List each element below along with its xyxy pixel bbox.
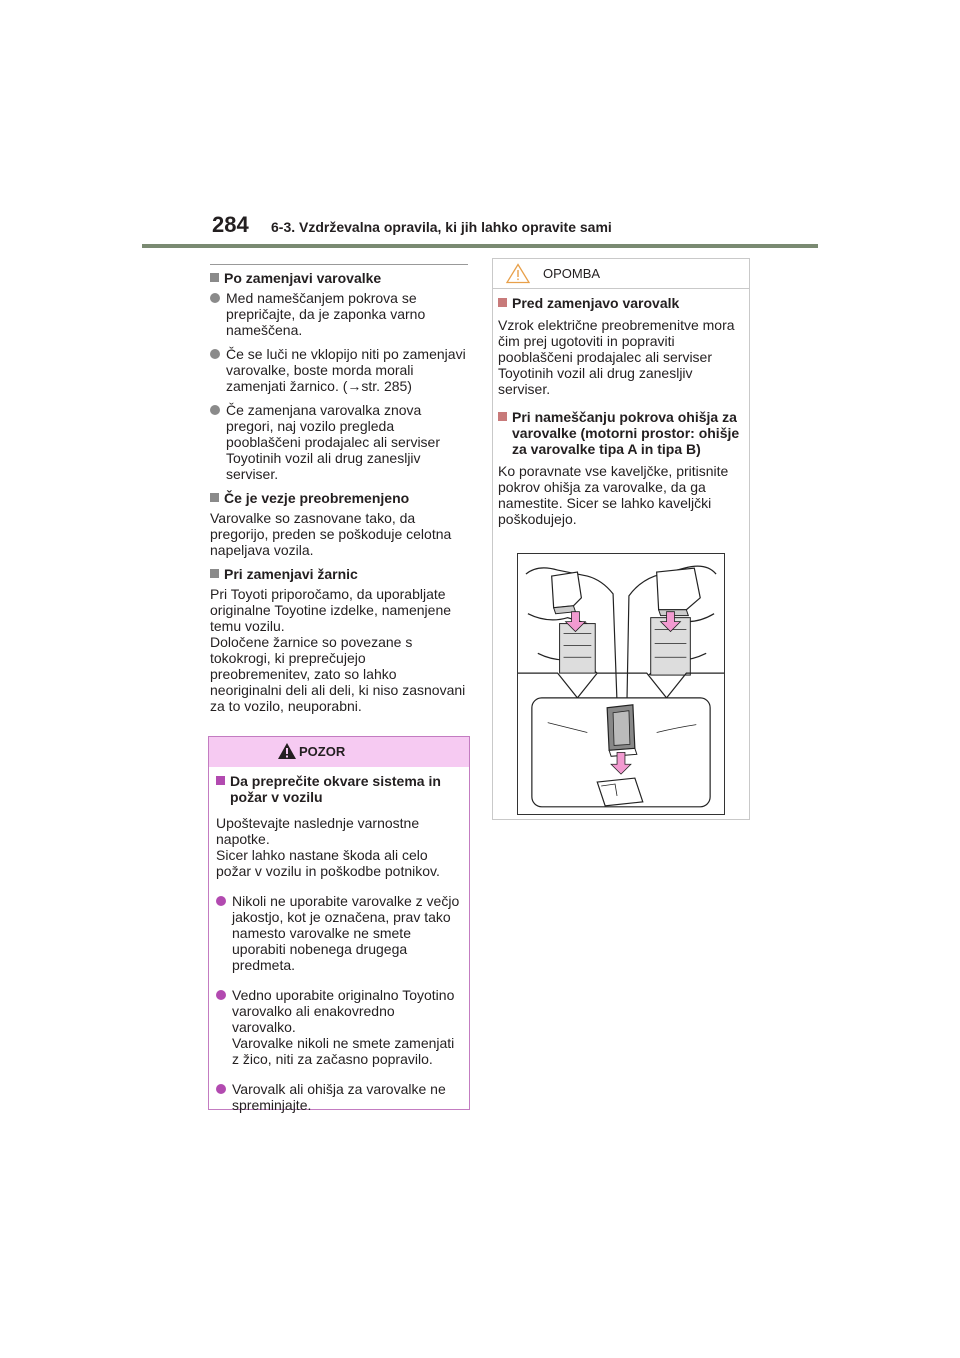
paragraph: Ko poravnate vse kaveljčke, pritisnite pokrov ohišja za varovalke, da ga namestite. Sicer se lahko kaveljčki poškodujejo. [498, 463, 729, 527]
notice-section-title: Pred zamenjavo varovalk [498, 295, 744, 311]
paragraph: Varovalke so zasnovane tako, da pregorijo, preden se poškoduje celotna napeljava vozila. [210, 510, 452, 558]
list-item-text: Varovalke nikoli ne smete zamenjati z žico, niti za začasno popravilo. [232, 1035, 455, 1067]
divider [210, 264, 468, 265]
section-title-bulbs: Pri zamenjavi žarnic [210, 566, 468, 582]
notice-header [493, 259, 749, 289]
warning-triangle-icon [277, 742, 297, 760]
list-item: Med nameščanjem pokrova se prepričajte, da je zaponka varno nameščena. [210, 290, 468, 338]
paragraph: Določene žarnice so povezane s tokokrogi, ki preprečujejo preobremenitev, zato so lahko neoriginalni deli ali deli, ki niso zasnovani za to vozilo, neuporabni. [210, 634, 466, 714]
fuse-box-cover-illustration [517, 553, 725, 815]
paragraph: Pri Toyoti priporočamo, da uporabljate originalne Toyotine izdelke, namenjene temu vozilu. [210, 586, 452, 634]
caution-title: Da preprečite okvare sistema in požar v vozilu [216, 773, 462, 805]
section-title-after-replacement: Po zamenjavi varovalke [210, 270, 468, 286]
header-rule [142, 244, 818, 248]
list-item: Če se luči ne vklopijo niti po zamenjavi varovalke, boste morda morali zamenjati žarnico. (→str. 285) [210, 346, 468, 394]
list-item-text: Vedno uporabite originalno Toyotino varovalko ali enakovredno varovalko. [232, 987, 455, 1035]
page-number: 284 [212, 212, 249, 237]
list-item [216, 987, 462, 1067]
list-item: Nikoli ne uporabite varovalke z večjo jakostjo, kot je označena, prav tako namesto varovalke ne smete uporabiti nobenega drugega predmeta. [216, 893, 462, 973]
list-item: Če zamenjana varovalka znova pregori, naj vozilo pregleda pooblaščeni prodajalec ali serviser Toyotinih vozil ali drug zanesljiv serviser. [210, 402, 468, 482]
paragraph: Sicer lahko nastane škoda ali celo požar v vozilu in poškodbe potnikov. [216, 847, 440, 879]
notice-label: OPOMBA [543, 266, 601, 281]
caution-header [209, 737, 469, 767]
notice-section-title: Pri nameščanju pokrova ohišja za varovalke (motorni prostor: ohišje za varovalke tipa A in tipa B) [498, 409, 744, 457]
caution-box [208, 736, 470, 1113]
paragraph: Upoštevajte naslednje varnostne napotke. [216, 815, 420, 847]
paragraph: Vzrok električne preobremenitve mora čim prej ugotoviti in popraviti pooblaščeni prodajalec ali serviser Toyotinih vozil ali drug zanesljiv serviser. [498, 317, 735, 397]
section-title-overload: Če je vezje preobremenjeno [210, 490, 468, 506]
left-column [210, 264, 468, 722]
notice-box [492, 258, 750, 820]
list-item: Varovalk ali ohišja za varovalke ne spreminjajte. [216, 1081, 462, 1113]
caution-label: POZOR [299, 744, 346, 759]
notice-triangle-icon [506, 263, 530, 284]
section-header-title: 6-3. Vzdrževalna opravila, ki jih lahko opravite sami [271, 219, 612, 235]
